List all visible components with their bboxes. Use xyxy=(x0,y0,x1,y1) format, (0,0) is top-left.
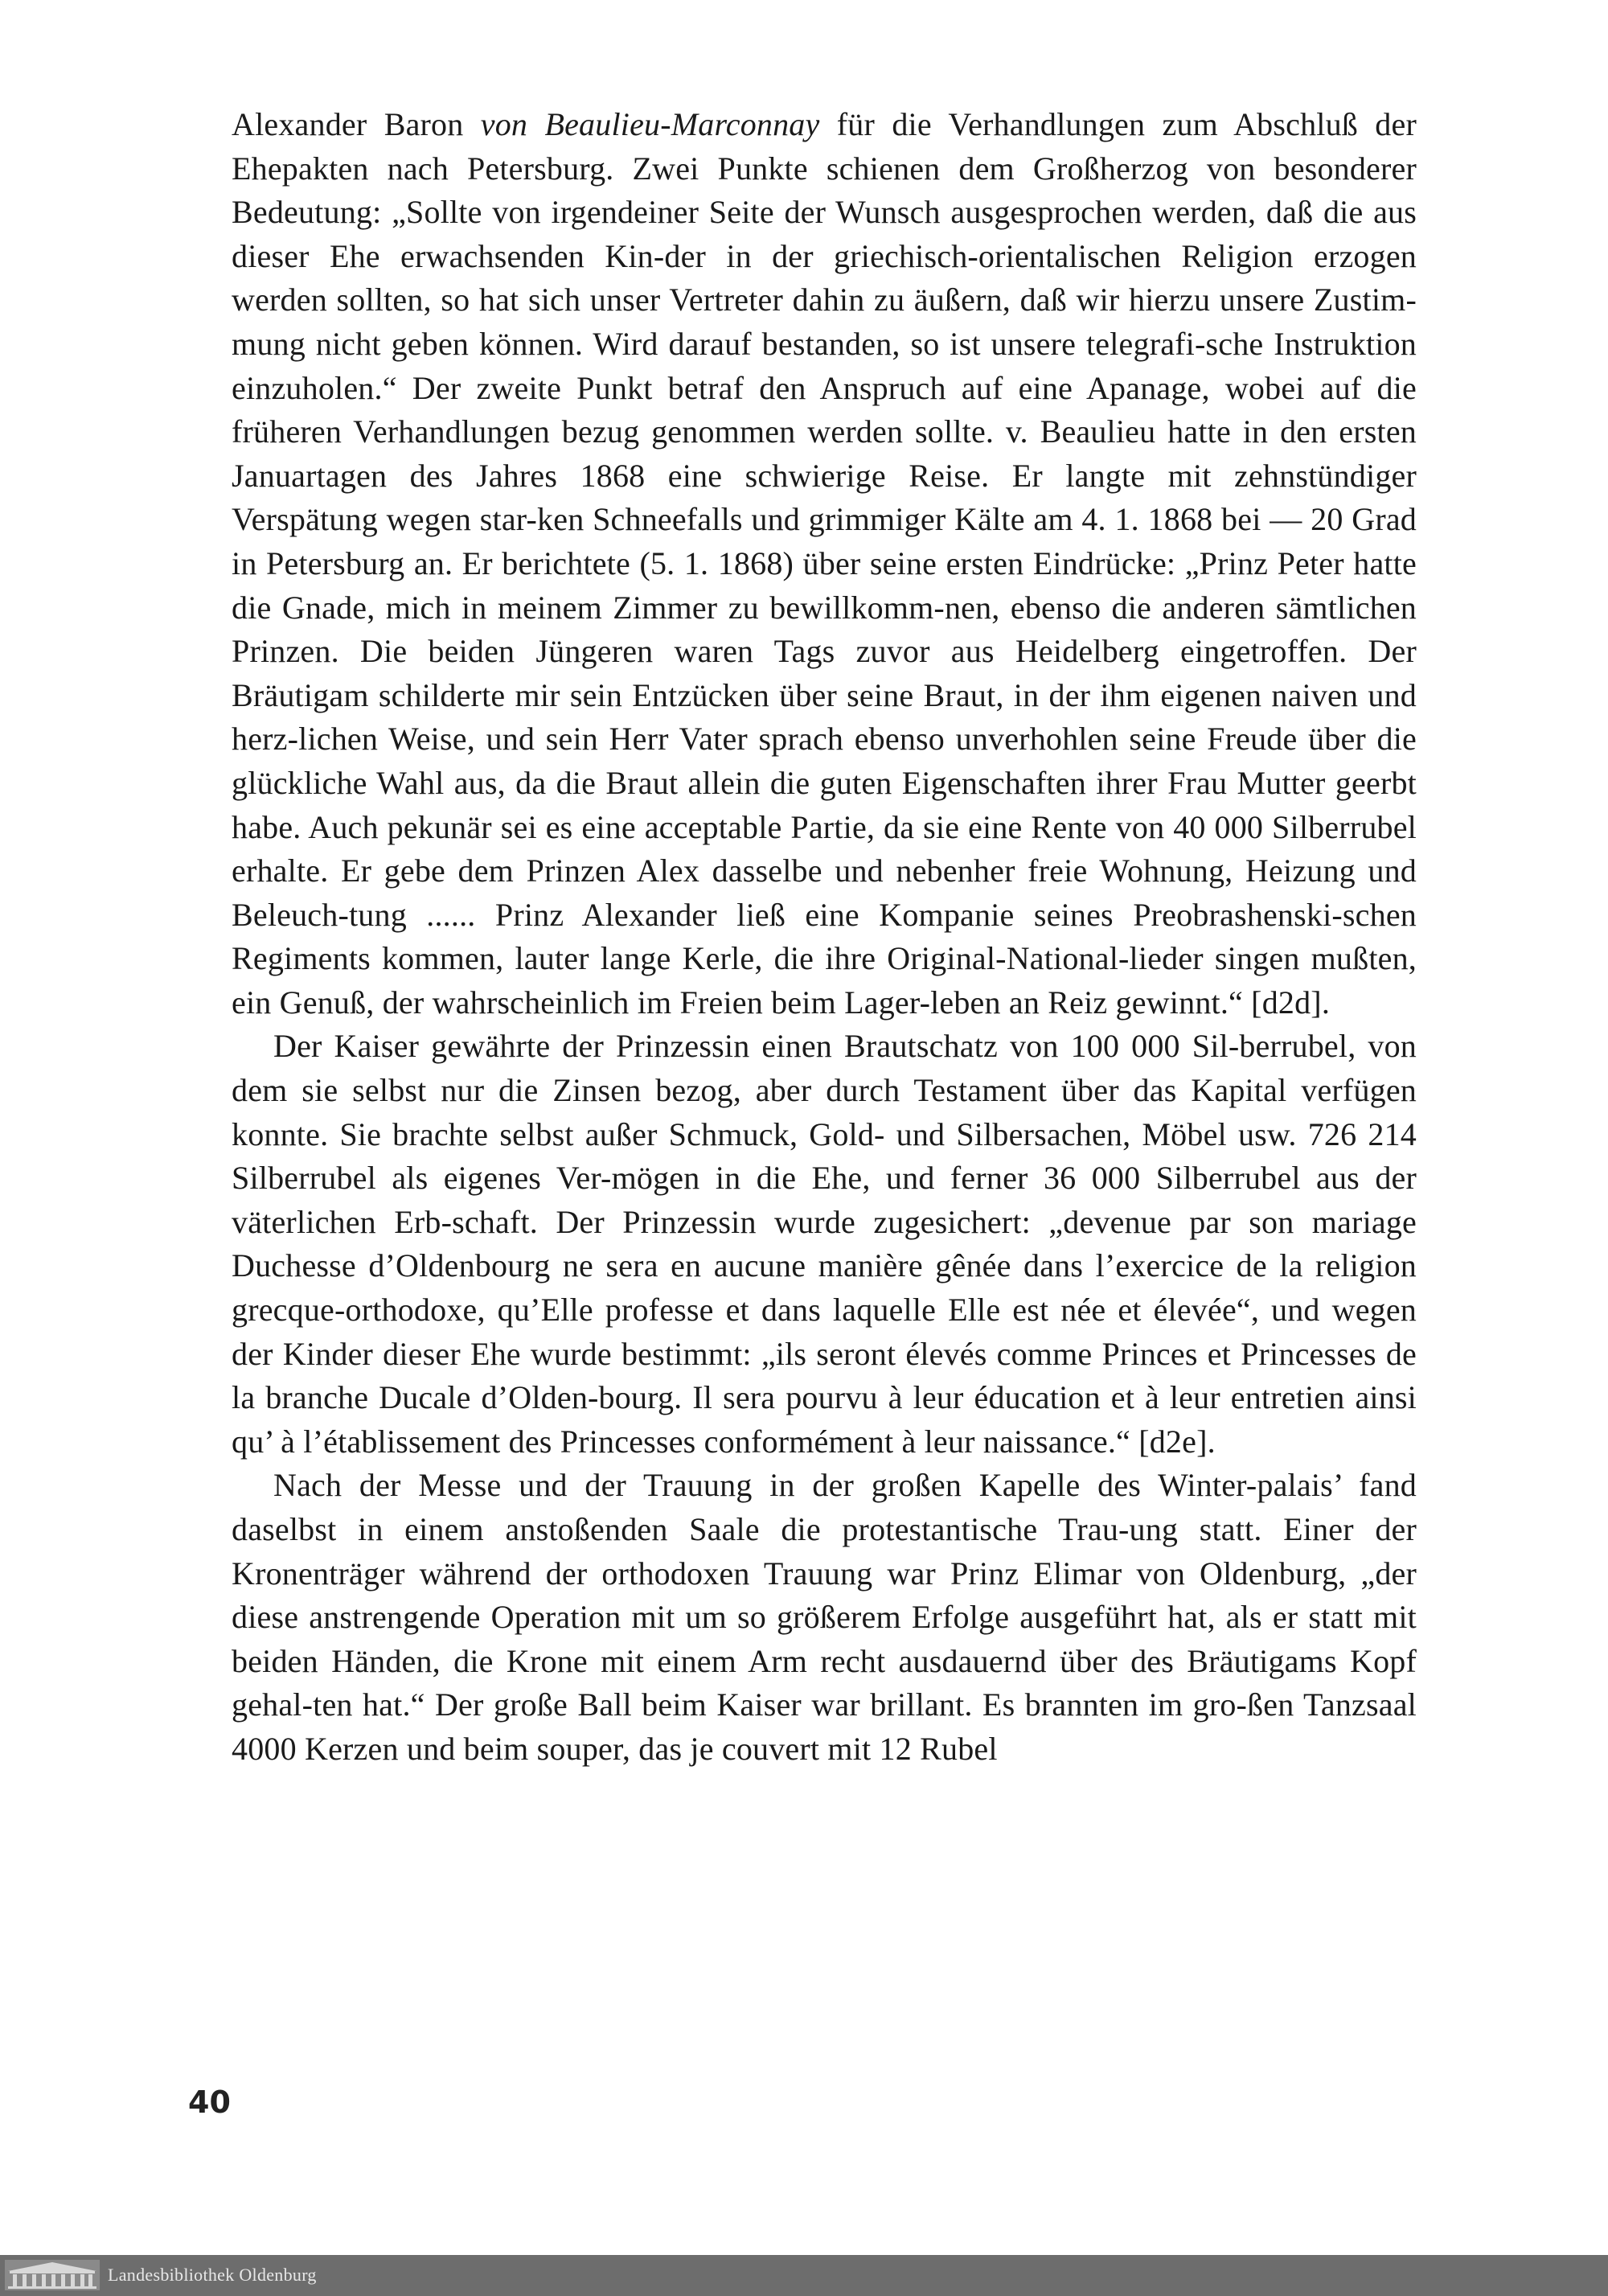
library-building-logo-icon xyxy=(5,2260,100,2290)
library-name-label: Landesbibliothek Oldenburg xyxy=(108,2265,317,2285)
page-number: 40 xyxy=(188,2084,231,2120)
paragraph-3-segment-1: Nach der Messe und der Trauung in der großen Kapelle des Winter-palais’ fand daselbst in einem anstoßenden Saale die protestantische Trau-ung statt. Einer der Kronenträger während der orthodoxen Trauung war Prinz Elimar von Oldenburg, „der diese anstrengende Operation mit um so größerem Erfolge ausgeführt hat, als er statt mit beiden Händen, die Krone mit einem Arm recht ausdauernd über des Bräutigams Kopf gehal-ten hat.“ Der große Ball beim Kaiser war brillant. Es brannten im gro-ßen Tanzsaal 4000 Kerzen und beim souper, das je couvert mit 12 Rubel xyxy=(232,1467,1417,1767)
paragraph-1-segment-3: für die Verhandlungen zum Abschluß der Ehepakten nach Petersburg. Zwei Punkte schienen dem Großherzog von besonderer Bedeutung: „Sollte von irgendeiner Seite der Wunsch ausgesprochen werden, daß die aus dieser Ehe erwachsenden Kin-der in der griechisch-orientalischen Religion erzogen werden sollten, so hat sich unser Vertreter dahin zu äußern, daß wir hierzu unsere Zustim-mung nicht geben können. Wird darauf bestanden, so ist unsere telegrafi-sche Instruktion einzuholen.“ Der zweite Punkt betraf den Anspruch auf eine Apanage, wobei auf die früheren Verhandlungen bezug genommen werden sollte. v. Beaulieu hatte in den ersten Januartagen des Jahres 1868 eine schwierige Reise. Er langte mit zehnstündiger Verspätung wegen star-ken Schneefalls und grimmiger Kälte am 4. 1. 1868 bei — 20 Grad in Petersburg an. Er berichtete (5. 1. 1868) über seine ersten Eindrücke: „Prinz Peter hatte die Gnade, mich in meinem Zimmer zu bewillkomm-nen, ebenso die anderen sämtlichen Prinzen. Die beiden Jüngeren waren Tags zuvor aus Heidelberg eingetroffen. Der Bräutigam schilderte mir sein Entzücken über seine Braut, in der ihm eigenen naiven und herz-lichen Weise, und sein Herr Vater sprach ebenso unverhohlen seine Freude über die glückliche Wahl aus, da die Braut allein die guten Eigenschaften ihrer Frau Mutter geerbt habe. Auch pekunär sei es eine acceptable Partie, da sie eine Rente von 40 000 Silberrubel erhalte. Er gebe dem Prinzen Alex dasselbe und nebenher freie Wohnung, Heizung und Beleuch-tung ...... Prinz Alexander ließ eine Kompanie seines Preobrashenski-schen Regiments kommen, lauter lange Kerle, die ihre Original-National-lieder singen mußten, ein Genuß, der wahrscheinlich im Freien beim Lager-leben an Reiz gewinnt.“ [d2d]. xyxy=(232,106,1417,1021)
paragraph-1 xyxy=(232,103,1417,1025)
body-text xyxy=(232,103,1417,1772)
paragraph-2 xyxy=(232,1025,1417,1464)
paragraph-3 xyxy=(232,1464,1417,1771)
library-footer-bar xyxy=(0,2255,1608,2296)
paragraph-1-segment-1: Alexander Baron xyxy=(232,106,481,142)
paragraph-2-segment-1: Der Kaiser gewährte der Prinzessin einen Brautschatz von 100 000 Sil-berrubel, von dem sie selbst nur die Zinsen bezog, aber durch Testament über das Kapital verfügen konnte. Sie brachte selbst außer Schmuck, Gold- und Silbersachen, Möbel usw. 726 214 Silberrubel als eigenes Ver-mögen in die Ehe, und ferner 36 000 Silberrubel aus der väterlichen Erb-schaft. Der Prinzessin wurde zugesichert: „devenue par son mariage Duchesse d’Oldenbourg ne sera en aucune manière gênée dans l’exercice de la religion grecque-orthodoxe, qu’Elle professe et dans laquelle Elle est née et élevée“, und wegen der Kinder dieser Ehe wurde bestimmt: „ils seront élevés comme Princes et Princesses de la branche Ducale d’Olden-bourg. Il sera pourvu à leur éducation et à leur entretien ainsi qu’ à l’établissement des Princesses conformément à leur naissance.“ [d2e]. xyxy=(232,1028,1417,1460)
paragraph-1-segment-2-italic: von Beaulieu-Marconnay xyxy=(480,106,820,142)
